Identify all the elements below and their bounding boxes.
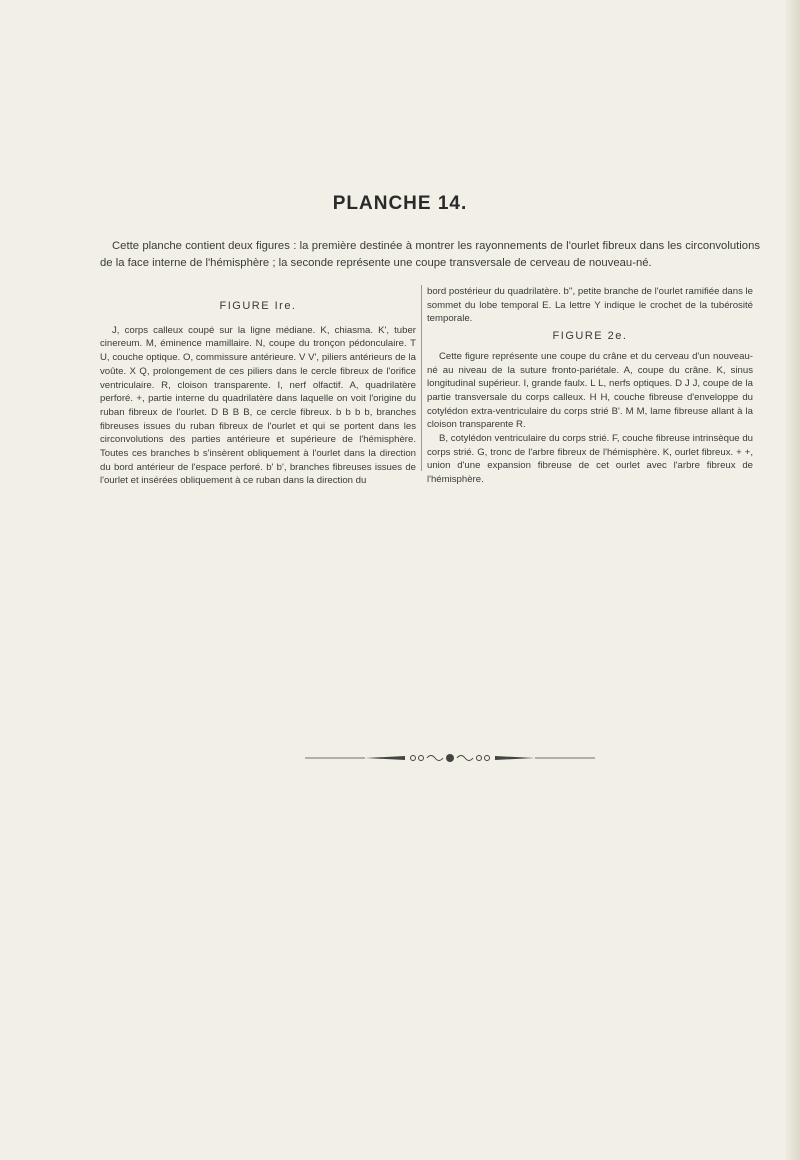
plate-intro: Cette planche contient deux figures : la première destinée à montrer les rayonnements de l'ourlet fibreux dans les circonvolutions de la face interne de l'hémisphère ; la seconde représente une coupe transversale de cerveau de nouveau-né. — [100, 240, 760, 269]
right-column — [427, 285, 753, 487]
figure-2-heading: FIGURE 2e. — [552, 330, 628, 343]
plate-title: PLANCHE 14. — [332, 193, 468, 214]
left-column — [100, 300, 416, 488]
figure-2-legend-paragraph-1: Cette figure représente une coupe du crâne et du cerveau d'un nouveau-né au niveau de la suture fronto-pariétale. A, coupe du crâne. K, sinus longitudinal supérieur. I, grande faulx. L L, nerfs optiques. D J J, coupe de la partie transversale du corps calleux. H H, couche fibreuse d'enveloppe du cotylédon extra-ventriculaire du corps strié B'. M M, lame fibreuse allant à la cloison transparente R. — [427, 350, 753, 431]
figure-1-legend: J, corps calleux coupé sur la ligne médiane. K, chiasma. K', tuber cinereum. M, éminence mamillaire. N, coupe du tronçon pédonculaire. T U, couche optique. O, commissure antérieure. V V', piliers antérieurs de la voûte. X Q, prolongement de ces piliers dans le cercle fibreux de l'orifice ventriculaire. R, cloison transparente. I, nerf olfactif. A, quadrilatère perforé. +, partie interne du quadrilatère dans laquelle on voit l'origine du ruban fibreux de l'ourlet. D B B B, ce cercle fibreux. b b b b, branches fibreuses issues du ruban fibreux de l'ourlet et qui se portent dans les circonvolutions des parties antérieure et supérieure de l'hémisphère. Toutes ces branches b s'insèrent obliquement à l'ourlet dans la direction du bord antérieur de l'espace perforé. b' b', branches fibreuses issues de l'ourlet et insérées obliquement à ce ruban dans la direction du — [100, 324, 416, 487]
figure-1-legend-continued: bord postérieur du quadrilatère. b'', petite branche de l'ourlet ramifiée dans le sommet du lobe temporal E. La lettre Y indique le crochet de la tubérosité temporale. — [427, 286, 754, 325]
figure-1-heading: FIGURE Ire. — [219, 300, 297, 312]
end-ornament-icon — [305, 752, 595, 764]
column-divider — [421, 285, 422, 471]
figure-2-legend-paragraph-2: B, cotylédon ventriculaire du corps strié. F, couche fibreuse intrinsèque du corps strié. G, tronc de l'arbre fibreux de l'hémisphère. K, ourlet fibreux. + +, union d'une expansion fibreuse de cet ourlet avec l'arbre fibreux de l'hémisphère. — [427, 433, 753, 486]
page-edge — [786, 0, 800, 1160]
